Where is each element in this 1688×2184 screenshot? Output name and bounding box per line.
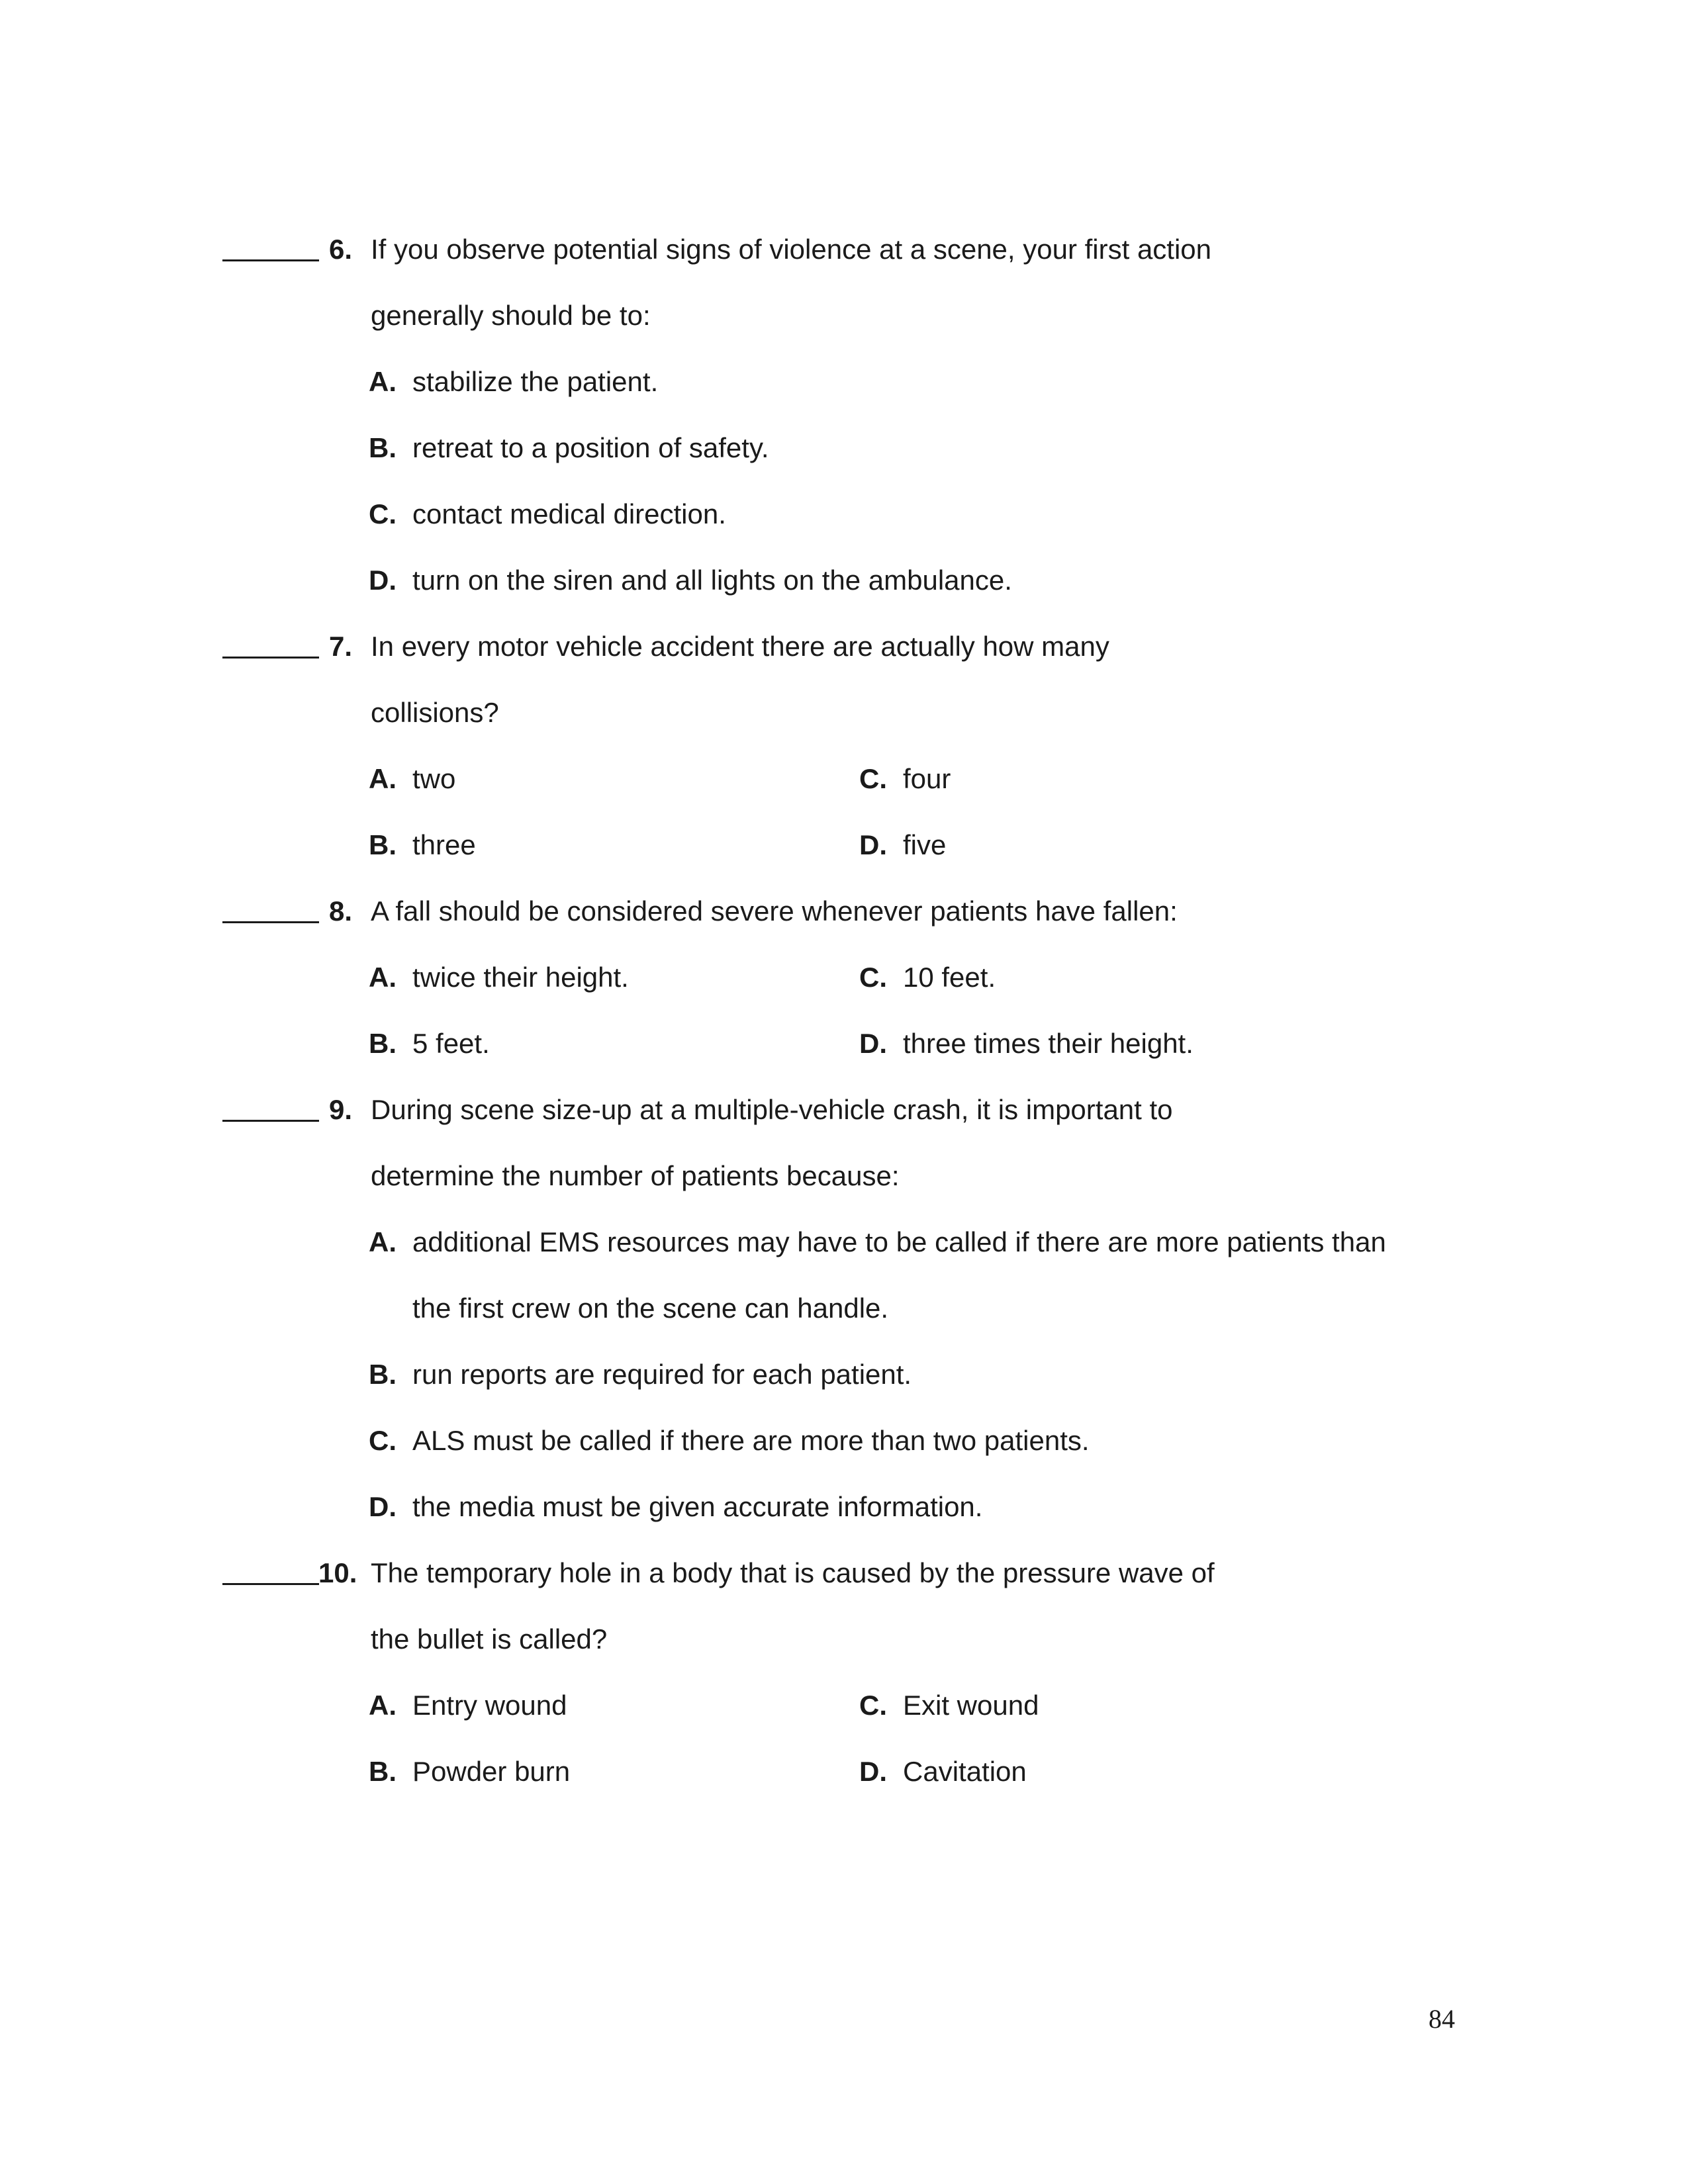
option-text: turn on the siren and all lights on the ambulance.: [412, 565, 1012, 596]
option-letter: C.: [369, 498, 397, 529]
option-letter: D.: [369, 565, 397, 596]
option-letter: D.: [369, 1491, 397, 1522]
option-text: retreat to a position of safety.: [412, 432, 769, 463]
option-letter: A.: [369, 1690, 397, 1721]
question-stem: If you observe potential signs of violence at a scene, your first action: [371, 234, 1212, 265]
option-text: three: [412, 829, 476, 860]
option-text: Entry wound: [412, 1690, 567, 1721]
question-number: 6.: [329, 234, 353, 265]
option-text: two: [412, 763, 456, 794]
question-stem: the bullet is called?: [371, 1623, 608, 1655]
question-number: 7.: [329, 631, 353, 662]
question-stem: During scene size-up at a multiple-vehicle crash, it is important to: [371, 1094, 1173, 1125]
option-text: additional EMS resources may have to be called if there are more patients than: [412, 1226, 1386, 1257]
option-text: run reports are required for each patient.: [412, 1359, 912, 1390]
option-text: three times their height.: [903, 1028, 1194, 1059]
question-number: 9.: [329, 1094, 353, 1125]
option-text: Powder burn: [412, 1756, 571, 1787]
option-letter: B.: [369, 829, 397, 860]
option-text: Cavitation: [903, 1756, 1027, 1787]
option-text: four: [903, 763, 951, 794]
question-number: 10.: [318, 1557, 357, 1588]
option-text: contact medical direction.: [412, 498, 726, 529]
answer-blank[interactable]: [222, 1120, 319, 1122]
question-stem: determine the number of patients because:: [371, 1160, 900, 1191]
option-text: the media must be given accurate information.: [412, 1491, 983, 1522]
option-letter: B.: [369, 1028, 397, 1059]
option-letter: B.: [369, 432, 397, 463]
option-letter: C.: [859, 1690, 887, 1721]
option-letter: C.: [369, 1425, 397, 1456]
question-number: 8.: [329, 895, 353, 927]
question-stem: generally should be to:: [371, 300, 651, 331]
option-letter: A.: [369, 763, 397, 794]
option-letter: D.: [859, 829, 887, 860]
option-text: twice their height.: [412, 962, 629, 993]
option-text: stabilize the patient.: [412, 366, 659, 397]
option-text: five: [903, 829, 947, 860]
question-stem: collisions?: [371, 697, 499, 728]
option-text: 5 feet.: [412, 1028, 490, 1059]
option-text: the first crew on the scene can handle.: [412, 1293, 889, 1324]
option-letter: A.: [369, 366, 397, 397]
option-text: Exit wound: [903, 1690, 1039, 1721]
option-letter: A.: [369, 1226, 397, 1257]
option-letter: A.: [369, 962, 397, 993]
answer-blank[interactable]: [222, 1583, 319, 1585]
option-letter: D.: [859, 1028, 887, 1059]
answer-blank[interactable]: [222, 657, 319, 659]
question-stem: A fall should be considered severe whenever patients have fallen:: [371, 895, 1178, 927]
question-stem: In every motor vehicle accident there are actually how many: [371, 631, 1109, 662]
question-stem: The temporary hole in a body that is caused by the pressure wave of: [371, 1557, 1215, 1588]
option-text: ALS must be called if there are more than two patients.: [412, 1425, 1090, 1456]
option-letter: C.: [859, 962, 887, 993]
page-number: 84: [1429, 2004, 1455, 2034]
option-letter: B.: [369, 1756, 397, 1787]
option-letter: C.: [859, 763, 887, 794]
option-text: 10 feet.: [903, 962, 996, 993]
option-letter: B.: [369, 1359, 397, 1390]
option-letter: D.: [859, 1756, 887, 1787]
answer-blank[interactable]: [222, 259, 319, 261]
answer-blank[interactable]: [222, 921, 319, 923]
